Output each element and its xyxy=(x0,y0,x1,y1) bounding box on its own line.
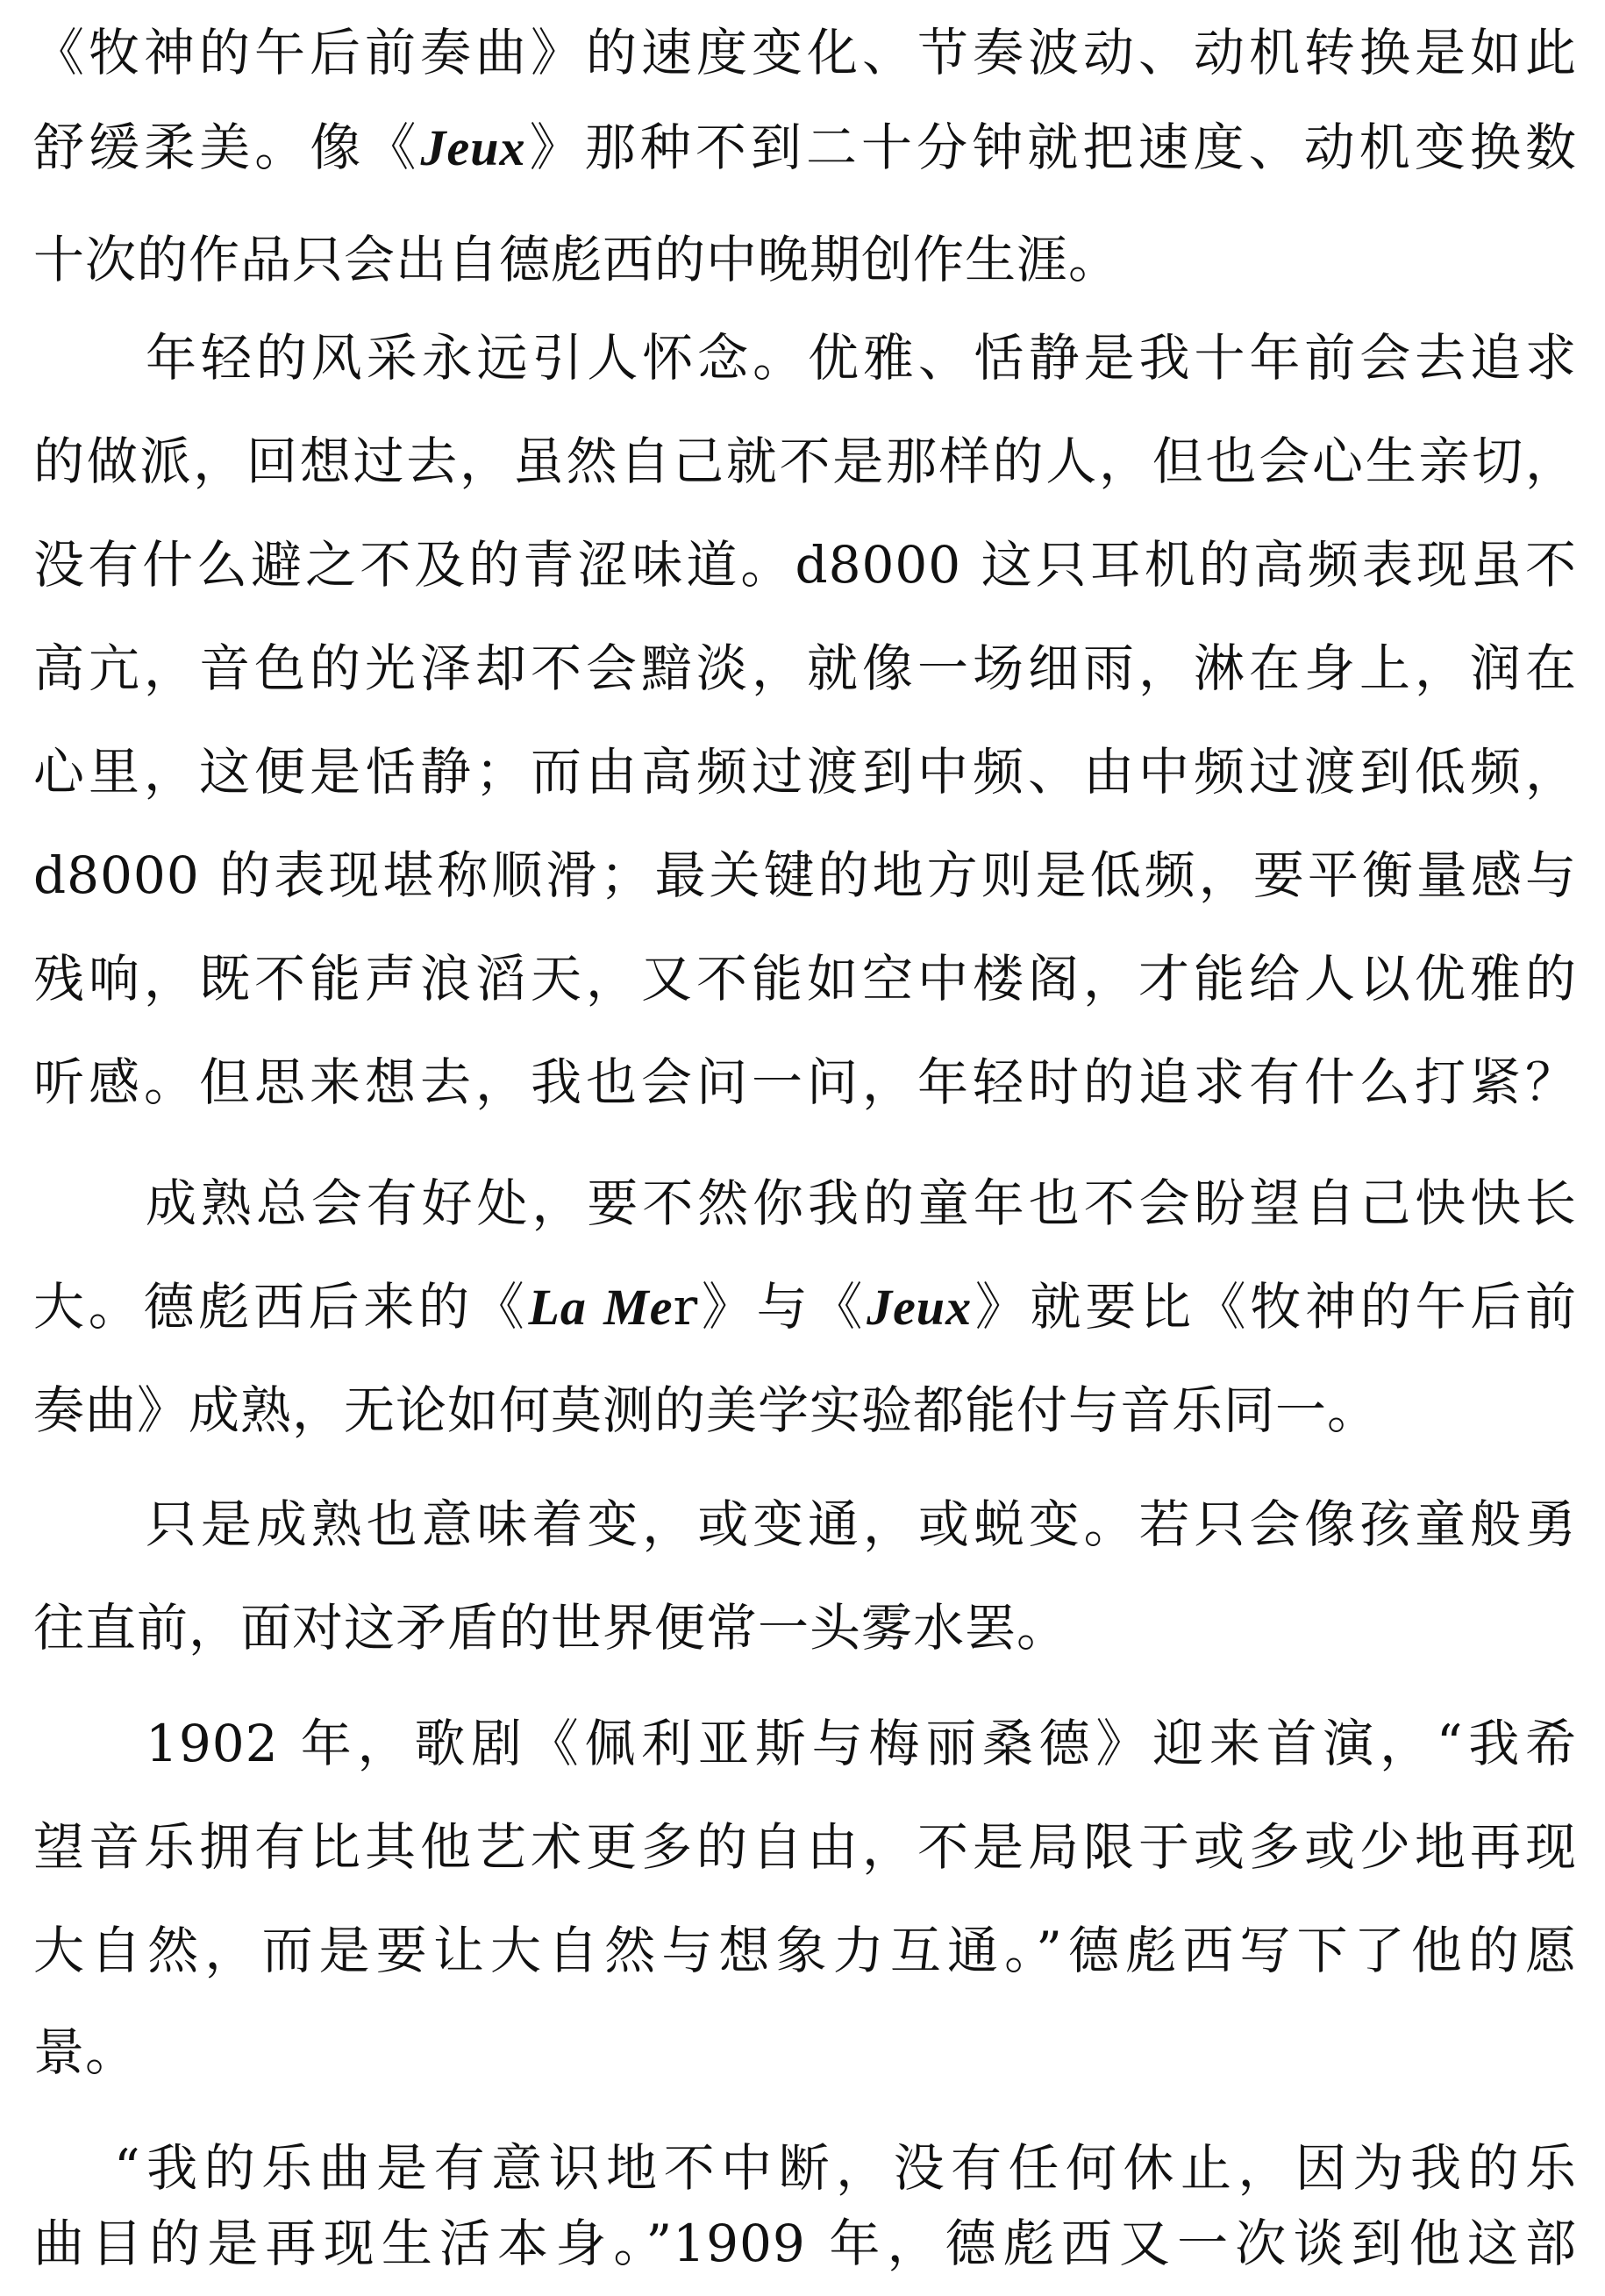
text-line-13 xyxy=(33,1254,1577,1359)
text-run: 舒缓柔美。像《 xyxy=(33,118,421,177)
text-run: 没有什么避之不及的青涩味道。d8000 这只耳机的高频表现虽不 xyxy=(33,535,1577,595)
text-line-22 xyxy=(33,2191,1577,2296)
text-run: 景。 xyxy=(33,2022,138,2082)
text-line-10 xyxy=(33,926,1577,1031)
text-run: 》那种不到二十分钟就把速度、动机变换数 xyxy=(525,118,1577,177)
text-run: 只是成熟也意味着变，或变通，或蜕变。若只会像孩童般勇 xyxy=(146,1494,1577,1554)
text-line-2 xyxy=(33,95,1577,200)
text-line-7 xyxy=(33,616,1577,721)
text-run: 十次的作品只会出自德彪西的中晚期创作生涯。 xyxy=(33,230,1121,289)
text-run: 听感。但思来想去，我也会问一问，年轻时的追求有什么打紧？ xyxy=(33,1052,1577,1112)
text-line-4 xyxy=(146,305,1577,410)
text-line-20 xyxy=(33,2000,137,2105)
italic-title: Jeux xyxy=(420,119,526,176)
text-run: 大。德彪西后来的《 xyxy=(33,1277,529,1337)
text-run: r》与《 xyxy=(673,1277,867,1337)
text-run: “我的乐曲是有意识地不中断，没有任何休止，因为我的乐 xyxy=(114,2138,1577,2198)
text-run: 成熟总会有好处，要不然你我的童年也不会盼望自己快快长 xyxy=(146,1173,1577,1233)
text-run: 《牧神的午后前奏曲》的速度变化、节奏波动、动机转换是如此 xyxy=(33,23,1577,82)
text-line-19 xyxy=(33,1898,1577,2003)
text-run: 年轻的风采永远引人怀念。优雅、恬静是我十年前会去追求 xyxy=(146,328,1577,388)
text-line-14 xyxy=(33,1358,1379,1463)
text-line-15 xyxy=(146,1472,1577,1577)
text-run: d8000 的表现堪称顺滑；最关键的地方则是低频，要平衡量感与 xyxy=(33,845,1577,905)
text-line-17 xyxy=(146,1691,1577,1796)
text-line-5 xyxy=(33,409,1577,514)
text-line-1 xyxy=(33,0,1577,105)
text-run: 往直前，面对这矛盾的世界便常一头雾水罢。 xyxy=(33,1598,1069,1658)
italic-title: La Me xyxy=(528,1279,674,1336)
text-line-18 xyxy=(33,1794,1577,1900)
italic-title: Jeux xyxy=(867,1279,973,1336)
text-line-11 xyxy=(33,1030,1577,1135)
text-run: 》就要比《牧神的午后前 xyxy=(972,1277,1577,1337)
text-line-12 xyxy=(146,1151,1577,1256)
text-run: 奏曲》成熟，无论如何莫测的美学实验都能付与音乐同一。 xyxy=(33,1380,1380,1440)
text-run: 残响，既不能声浪滔天，又不能如空中楼阁，才能给人以优雅的 xyxy=(33,949,1577,1009)
text-line-8 xyxy=(33,719,1577,824)
text-run: 1902 年，歌剧《佩利亚斯与梅丽桑德》迎来首演，“我希 xyxy=(146,1714,1577,1773)
text-line-9 xyxy=(33,823,1577,928)
text-run: 大自然，而是要让大自然与想象力互通。”德彪西写下了他的愿 xyxy=(33,1921,1577,1980)
text-line-16 xyxy=(33,1575,1068,1680)
text-line-3 xyxy=(33,207,1120,312)
text-run: 高亢，音色的光泽却不会黯淡，就像一场细雨，淋在身上，润在 xyxy=(33,638,1577,698)
text-run: 望音乐拥有比其他艺术更多的自由，不是局限于或多或少地再现 xyxy=(33,1817,1577,1877)
text-run: 曲目的是再现生活本身。”1909 年，德彪西又一次谈到他这部 xyxy=(33,2214,1577,2273)
text-run: 心里，这便是恬静；而由高频过渡到中频、由中频过渡到低频， xyxy=(33,742,1577,802)
text-run: 的做派，回想过去，虽然自己就不是那样的人，但也会心生亲切， xyxy=(33,431,1577,491)
text-line-6 xyxy=(33,512,1577,617)
